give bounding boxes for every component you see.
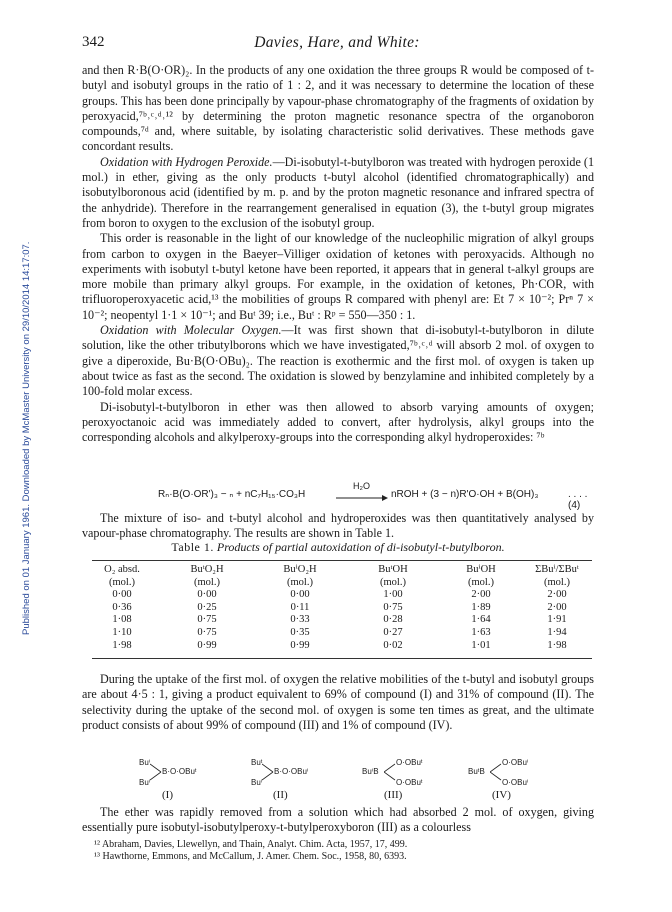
column-unit: (mol.): [380, 576, 406, 588]
table-column: [360, 564, 426, 652]
paragraph: [82, 323, 594, 399]
footnote-mark: ¹³: [94, 851, 100, 863]
column-unit: (mol.): [544, 576, 570, 588]
column-header: BuⁱO₂H: [283, 564, 317, 575]
equation-reagent: H₂O: [353, 481, 370, 491]
column-header: ΣBuⁱ/ΣBuᵗ: [535, 564, 579, 575]
page-header: [82, 34, 592, 54]
footnotes: [82, 839, 594, 863]
table-rule: [92, 658, 592, 659]
table-cell: 1·89: [471, 601, 491, 613]
substituent-top: Buᵗ: [251, 758, 263, 767]
table-cell: 0·02: [383, 639, 403, 651]
section-heading: Oxidation with Molecular Oxygen.: [100, 323, 282, 338]
table-cell: 0·99: [290, 639, 310, 651]
table-cell: 0·00: [290, 589, 310, 601]
table-cell: 2·00: [547, 589, 567, 601]
table-cell: 0·11: [290, 601, 310, 613]
table-cell: 2·00: [471, 589, 491, 601]
table-cell: 0·27: [383, 626, 403, 638]
table-cell: 0·75: [197, 626, 217, 638]
table-cell: 1·01: [471, 639, 491, 651]
table-column: [267, 564, 333, 652]
table-cell: 0·75: [383, 601, 403, 613]
table-cell: 1·00: [383, 589, 403, 601]
table-cell: 1·08: [112, 614, 132, 626]
table-cell: 0·75: [197, 614, 217, 626]
table-cell: 0·25: [197, 601, 217, 613]
table-cell: 2·00: [547, 601, 567, 613]
column-header: O₂ absd.: [104, 564, 140, 575]
structure-label: (IV): [492, 789, 511, 801]
structure-label: (III): [384, 789, 403, 801]
footnote-mark: ¹²: [94, 839, 100, 850]
page-number: 342: [82, 34, 105, 50]
paragraph: The mixture of iso- and t-butyl alcohol and hydroperoxides was then quantitatively analysed by vapour-phase chromatography. The results are shown in Table 1.: [82, 511, 594, 541]
download-sidebar: [10, 165, 32, 635]
column-unit: (mol.): [287, 576, 313, 588]
paragraph-text: —It was first shown that di-isobutyl-t-butylboron in dilute solution, like the other tributylborons which we have investigated,⁷ᵇ˒ᶜ˒ᵈ will absorb 2 mol. of oxygen to give a diperoxide, Bu·B(O·OBu)₂. The reaction is exothermic and the first mol. of oxygen is taken up about twice as fast as the second. The oxidation is slowed by benzylamine and inhibited completely by a 100-fold molar excess.: [82, 323, 595, 399]
equation-left: Rₙ·B(O·OR')₃ − ₙ + nC₇H₁₅·CO₃H: [158, 489, 306, 500]
column-header: BuⁱOH: [466, 564, 496, 575]
table-cell: 0·33: [290, 614, 310, 626]
bond-lines-icon: [384, 761, 396, 783]
substituent-left: BuᵗB: [468, 767, 485, 776]
paragraph: The ether was rapidly removed from a solution which had absorbed 2 mol. of oxygen, giving essentially pure isobutyl-isobutylperoxy-t-butylperoxyboron (III) as a colourless: [82, 805, 594, 835]
table-caption: [82, 540, 594, 555]
substituent-bottom: Buⁱ: [251, 778, 263, 787]
table-cell: 1·63: [471, 626, 491, 638]
column-header: BuᵗOH: [378, 564, 408, 575]
footnote-text: Abraham, Davies, Llewellyn, and Thain, Analyt. Chim. Acta, 1957, 17, 499.: [101, 839, 408, 850]
structure-IV: [468, 758, 558, 786]
structure-III: [362, 758, 452, 786]
central-group: B·O·OBuⁱ: [274, 767, 309, 776]
table-cell: 1·98: [112, 639, 132, 651]
table-column: [522, 564, 592, 652]
footnote: [82, 839, 594, 851]
column-unit: (mol.): [194, 576, 220, 588]
body-text-top: [82, 63, 594, 445]
table-cell: 0·00: [197, 589, 217, 601]
paragraph: Di-isobutyl-t-butylboron in ether was then allowed to absorb varying amounts of oxygen; peroxyoctanoic acid was immediately added to convert, after hydrolysis, alkyl groups into the corresponding alcohols and alkylperoxy-groups into the corresponding alkyl hydroperoxides: ⁷ᵇ: [82, 399, 594, 445]
table-cell: 0·99: [197, 639, 217, 651]
equation-number: . . . . (4): [568, 489, 588, 511]
column-unit: (mol.): [109, 576, 135, 588]
paragraph: and then R·B(O·OR)₂. In the products of any one oxidation the three groups R would be composed of t-butyl and isobutyl groups in the ratio of 1 : 2, and it was necessary to determine the location of these groups. This has been done principally by vapour-phase chromatography of the fragments of oxidation by peroxyacid,⁷ᵇ˒ᶜ˒ᵈ˒¹² by determining the proton magnetic resonance spectra of the organoboron compounds,⁷ᵈ and, where suitable, by isolating characteristic solid derivatives. These methods gave concordant results.: [82, 63, 594, 154]
paragraph-text: —Di-isobutyl-t-butylboron was treated with hydrogen peroxide (1 mol.) in ether, giving as the only products t-butyl alcohol (identified chromatographically) and isobutylboronous acid (identified by m. p. and by the proton magnetic resonance and infrared spectra of the anhydride). Therefore in the rearrangement generalised in equation (3), the t-butyl group migrates from boron to oxygen to the exclusion of the isobutyl group.: [82, 154, 594, 230]
body-text-mid: [82, 511, 594, 542]
table-cell: 1·94: [547, 626, 567, 638]
central-group: B·O·OBuᵗ: [162, 767, 197, 776]
table-label: Table 1.: [171, 540, 214, 554]
bond-lines-icon: [150, 761, 162, 783]
table-cell: 1·64: [471, 614, 491, 626]
column-unit: (mol.): [468, 576, 494, 588]
equation-4: [158, 481, 588, 511]
table-cell: 1·98: [547, 639, 567, 651]
table-cell: 1·10: [112, 626, 132, 638]
substituent-bottom: Buⁱ: [139, 778, 151, 787]
table-cell: 0·00: [112, 589, 132, 601]
table-title: Products of partial autoxidation of di-isobutyl-t-butylboron.: [216, 540, 505, 554]
substituent-top: O·OBuᵗ: [396, 758, 423, 767]
structure-II: [251, 758, 341, 786]
substituent-bottom: O·OBuⁱ: [502, 778, 529, 787]
table-cell: 0·35: [290, 626, 310, 638]
body-text-lower: [82, 672, 594, 733]
body-text-bottom: [82, 805, 594, 836]
bond-lines-icon: [262, 761, 274, 783]
substituent-top: Buⁱ: [139, 758, 151, 767]
table-rule: [92, 560, 592, 561]
structure-I: [139, 758, 229, 786]
paragraph: [82, 155, 594, 231]
paragraph: During the uptake of the first mol. of oxygen the relative mobilities of the t-butyl and isobutyl groups are about 4·5 : 1, giving a product equivalent to 69% of compound (I) and 31% of compound (II). The selectivity during the uptake of the second mol. of oxygen is some ten times as great, and the ultimate product consists of about 99% of compound (III) and 1% of compound (IV).: [82, 672, 594, 732]
reaction-arrow-icon: [336, 494, 388, 502]
table-column: [92, 564, 152, 652]
structure-label: (II): [273, 789, 288, 801]
equation-right: nROH + (3 − n)R'O·OH + B(OH)₃: [391, 489, 539, 500]
table-column: [174, 564, 240, 652]
bond-lines-icon: [490, 761, 502, 783]
paragraph: This order is reasonable in the light of our knowledge of the nucleophilic migration of alkyl groups from carbon to oxygen in the Baeyer–Villiger oxidation of ketones with peroxyacids. Although no experiments with isobutyl t-butyl ketone have been reported, it appears that in general t-alkyl groups are more mobile than primary alkyl groups. For example, in the oxidation of ketones, Ph·COR, with trifluoroperoxyacetic acid,¹³ the mobilities of groups R compared with phenyl are: Et 7 × 10⁻²; Prⁿ 7 × 10⁻²; neopentyl 1·1 × 10⁻¹; and Buᵗ 39; i.e., Buᵗ : Rᵖ = 550—350 : 1.: [82, 231, 594, 322]
table-column: [448, 564, 514, 652]
table-cell: 0·36: [112, 601, 132, 613]
substituent-left: BuⁱB: [362, 767, 379, 776]
running-title: Davies, Hare, and White:: [254, 34, 420, 51]
download-notice: Published on 01 January 1961. Downloaded by McMaster University on 29/10/2014 14:17:07.: [21, 241, 32, 635]
section-heading: Oxidation with Hydrogen Peroxide.: [100, 154, 273, 169]
footnote: [82, 851, 594, 863]
column-header: BuᵗO₂H: [190, 564, 224, 575]
substituent-top: O·OBuⁱ: [502, 758, 529, 767]
footnote-text: Hawthorne, Emmons, and McCallum, J. Amer. Chem. Soc., 1958, 80, 6393.: [102, 851, 407, 863]
table-cell: 1·91: [547, 614, 567, 626]
table-cell: 0·28: [383, 614, 403, 626]
structure-label: (I): [162, 789, 173, 801]
substituent-bottom: O·OBuᵗ: [396, 778, 423, 787]
